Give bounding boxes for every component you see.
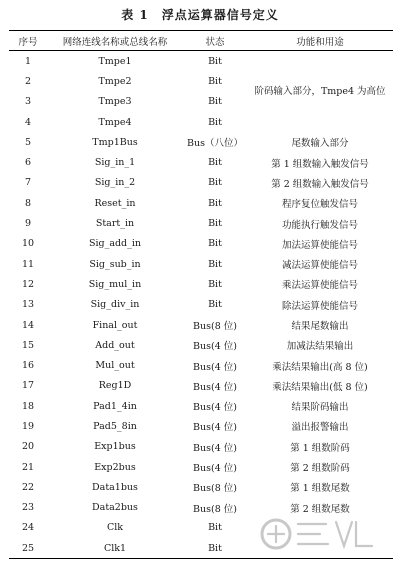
cell-function: 第 2 组数输入触发信号 xyxy=(271,178,369,190)
cell-number: 10 xyxy=(21,238,35,250)
cell-number: 15 xyxy=(21,339,35,351)
cell-state: Bus(4 位) xyxy=(193,463,237,475)
cell-state: Bus(8 位) xyxy=(193,483,237,495)
header-name: 网络连线名称或总线名称 xyxy=(47,31,183,51)
cell-name: Sig_sub_in xyxy=(89,258,141,270)
cell-number: 7 xyxy=(24,177,32,189)
cell-number: 6 xyxy=(24,157,32,169)
cell-number: 5 xyxy=(24,136,32,148)
cell-function: 结果尾数输出 xyxy=(291,321,349,332)
table-row xyxy=(9,335,393,355)
table-row xyxy=(9,295,393,315)
cell-number: 14 xyxy=(21,319,35,331)
cell-name: Tmpe4 xyxy=(98,116,132,128)
table-row xyxy=(9,355,393,375)
table-row xyxy=(9,274,393,294)
signal-definition-table xyxy=(9,30,393,559)
cell-number: 13 xyxy=(21,299,35,311)
cell-state: Bit xyxy=(208,218,222,230)
header-number: 序号 xyxy=(9,31,47,51)
cell-state: Bus（八位） xyxy=(187,138,243,150)
table-row xyxy=(9,132,393,152)
header-state: 状态 xyxy=(183,31,247,51)
cell-function: 加减法结果输出 xyxy=(286,341,354,353)
cell-number: 11 xyxy=(21,258,35,270)
cell-function: 程序复位触发信号 xyxy=(281,199,358,211)
cell-function: 乘法结果输出(低 8 位) xyxy=(272,381,368,393)
cell-number: 21 xyxy=(21,461,35,473)
table-row xyxy=(9,457,393,477)
cell-number: 17 xyxy=(21,380,35,392)
table-row xyxy=(9,254,393,274)
cell-number: 4 xyxy=(24,116,32,128)
cell-name: Tmpe2 xyxy=(98,75,132,87)
cell-state: Bus(4 位) xyxy=(193,361,237,373)
cell-function: 第 1 组数输入触发信号 xyxy=(271,158,369,170)
header-function: 功能和用途 xyxy=(247,31,393,51)
cell-name: Pad5_8in xyxy=(93,420,137,432)
cell-number: 24 xyxy=(21,522,35,534)
cell-function: 第 1 组数阶码 xyxy=(290,442,350,454)
cell-name: Start_in xyxy=(95,218,135,230)
cell-function: 第 1 组数尾数 xyxy=(290,483,350,495)
table-row xyxy=(9,51,393,72)
cell-number: 3 xyxy=(24,96,32,108)
cell-name: Exp1bus xyxy=(94,441,136,453)
table-row xyxy=(9,193,393,213)
cell-number: 8 xyxy=(24,197,32,209)
cell-function: 除法运算使能信号 xyxy=(281,300,358,312)
cell-state: Bit xyxy=(208,197,222,209)
table-row xyxy=(9,477,393,497)
cell-state: Bit xyxy=(208,55,222,67)
cell-state: Bit xyxy=(208,177,222,189)
cell-function: 减法运算使能信号 xyxy=(281,260,358,272)
cell-state: Bus(8 位) xyxy=(193,503,237,515)
cell-number: 9 xyxy=(24,218,32,230)
cell-number: 23 xyxy=(21,502,35,514)
cell-function: 乘法结果输出(高 8 位) xyxy=(272,361,368,373)
cell-state: Bit xyxy=(208,278,222,290)
cell-state: Bus(8 位) xyxy=(193,321,237,332)
cell-function-merged: 阶码输入部分，Tmpe4 为高位 xyxy=(254,85,386,97)
cell-function: 第 2 组数尾数 xyxy=(290,503,350,515)
table-row xyxy=(9,437,393,457)
cell-state: Bit xyxy=(183,538,247,559)
cell-state: Bit xyxy=(208,299,222,311)
electronic-logo-icon xyxy=(256,512,386,558)
cell-name: Tmp1Bus xyxy=(92,136,138,148)
cell-name: Sig_in_1 xyxy=(94,157,136,169)
cell-name: Mul_out xyxy=(95,360,135,372)
cell-name: Final_out xyxy=(92,319,138,331)
cell-state: Bit xyxy=(208,96,222,108)
table-row xyxy=(9,152,393,172)
cell-name: Tmpe1 xyxy=(98,55,132,67)
cell-state: Bit xyxy=(208,258,222,270)
cell-number: 12 xyxy=(21,278,35,290)
cell-number: 1 xyxy=(24,55,32,67)
cell-state: Bus(4 位) xyxy=(193,402,237,414)
cell-name: Sig_div_in xyxy=(90,299,140,311)
cell-state: Bus(4 位) xyxy=(193,442,237,454)
cell-state: Bus(4 位) xyxy=(193,381,237,393)
cell-number: 2 xyxy=(24,75,32,87)
cell-name: Sig_add_in xyxy=(88,238,142,250)
cell-name: Reg1D xyxy=(98,380,132,392)
cell-name: Add_out xyxy=(95,339,135,351)
cell-name: Reset_in xyxy=(94,197,136,209)
cell-state: Bus(4 位) xyxy=(193,422,237,434)
cell-name: Sig_mul_in xyxy=(88,278,142,290)
table-row xyxy=(9,416,393,436)
cell-state: Bit xyxy=(208,157,222,169)
cell-function: 功能执行触发信号 xyxy=(281,219,358,231)
table-row xyxy=(9,315,393,335)
cell-state: Bus(4 位) xyxy=(193,341,237,353)
table-row xyxy=(9,173,393,193)
table-caption: 表 1 浮点运算器信号定义 xyxy=(121,8,279,22)
table-row xyxy=(9,213,393,233)
cell-function: 乘法运算使能信号 xyxy=(281,280,358,292)
table-row xyxy=(9,396,393,416)
cell-state: Bit xyxy=(208,522,222,534)
cell-name: Tmpe3 xyxy=(98,96,132,108)
cell-number: 22 xyxy=(21,481,35,493)
cell-function: 第 2 组数阶码 xyxy=(290,463,350,475)
cell-name: Exp2bus xyxy=(94,461,136,473)
cell-function: 加法运算使能信号 xyxy=(281,239,358,251)
cell-number: 19 xyxy=(21,420,35,432)
cell-function: 尾数输入部分 xyxy=(291,138,349,150)
table-row xyxy=(9,234,393,254)
cell-number: 16 xyxy=(21,360,35,372)
cell-number: 25 xyxy=(9,538,47,559)
cell-name: Data1bus xyxy=(92,481,138,493)
table-row xyxy=(9,376,393,396)
cell-number: 18 xyxy=(21,400,35,412)
table-header-row xyxy=(9,31,393,51)
cell-name: Clk xyxy=(106,522,124,534)
cell-function: 结果阶码输出 xyxy=(291,402,349,414)
cell-number: 20 xyxy=(21,441,35,453)
cell-name: Data2bus xyxy=(92,502,138,514)
cell-name: Clk1 xyxy=(47,538,183,559)
cell-name: Sig_in_2 xyxy=(94,177,136,189)
cell-state: Bit xyxy=(208,116,222,128)
cell-function: 溢出报警输出 xyxy=(291,422,349,434)
cell-state: Bit xyxy=(208,75,222,87)
cell-state: Bit xyxy=(208,238,222,250)
cell-name: Pad1_4in xyxy=(93,400,137,412)
